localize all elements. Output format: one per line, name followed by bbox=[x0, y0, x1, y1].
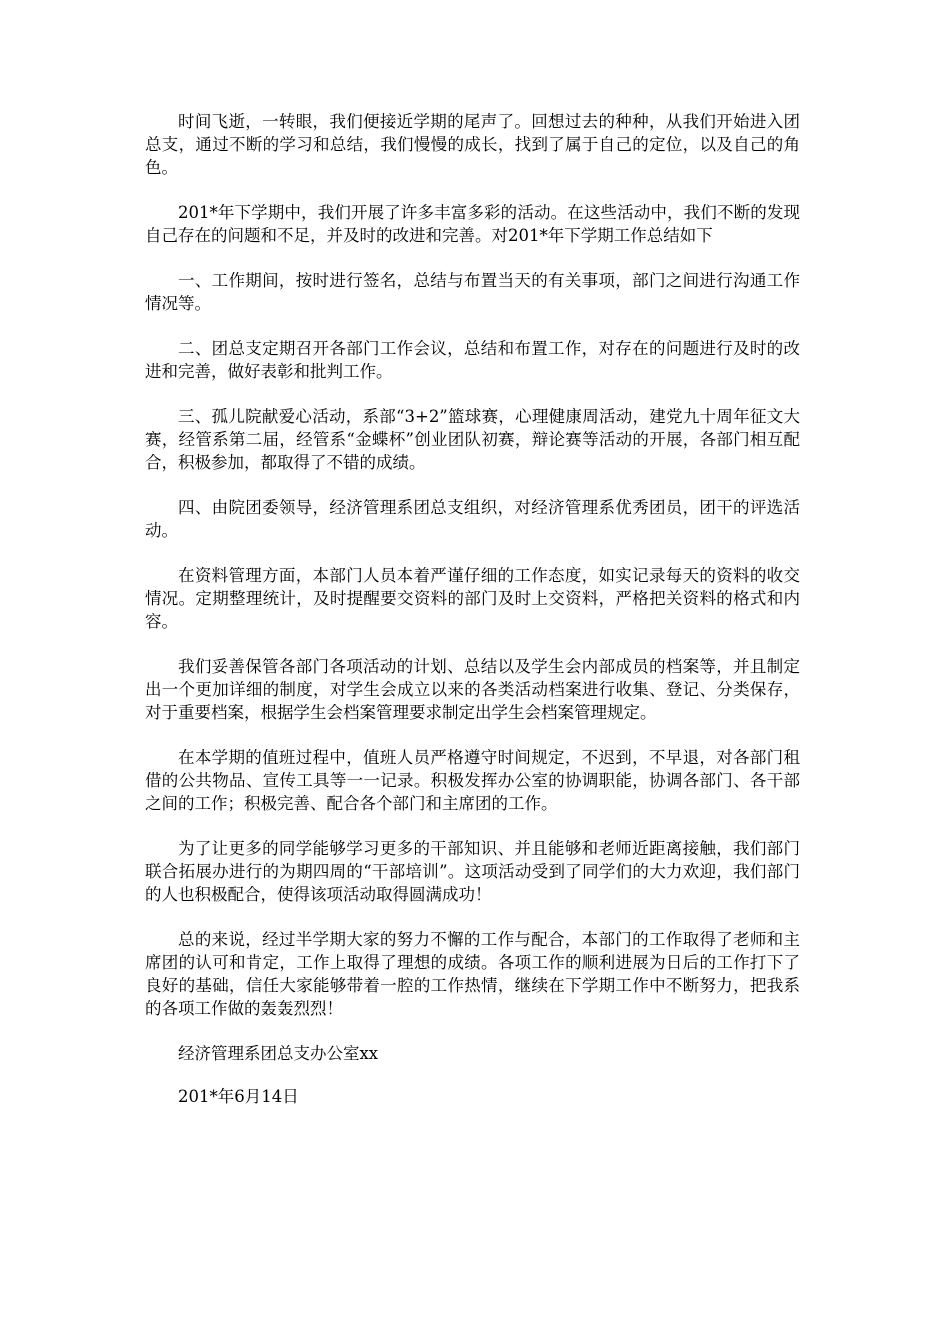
paragraph-training: 为了让更多的同学能够学习更多的干部知识、并且能够和老师近距离接触，我们部门联合拓展办进行的为期四周的“干部培训”。这项活动受到了同学们的大力欢迎，我们部门的人也积极配合，使得该项活动取得圆满成功！ bbox=[145, 839, 800, 904]
paragraph-item-2: 二、团总支定期召开各部门工作会议，总结和布置工作，对存在的问题进行及时的改进和完善，做好表彰和批判工作。 bbox=[145, 339, 800, 381]
paragraph-item-3: 三、孤儿院献爱心活动，系部“3+2”篮球赛，心理健康周活动，建党九十周年征文大赛，经管系第二届，经管系“金蝶杯”创业团队初赛，辩论赛等活动的开展，各部门相互配合，积极参加，都取得了不错的成绩。 bbox=[145, 407, 800, 472]
paragraph-duty: 在本学期的值班过程中，值班人员严格遵守时间规定，不迟到，不早退，对各部门租借的公共物品、宣传工具等一一记录。积极发挥办公室的协调职能，协调各部门、各干部之间的工作；积极完善、配合各个部门和主席团的工作。 bbox=[145, 748, 800, 813]
paragraph-overview: 201*年下学期中，我们开展了许多丰富多彩的活动。在这些活动中，我们不断的发现自己存在的问题和不足，并及时的改进和完善。对201*年下学期工作总结如下 bbox=[145, 203, 800, 245]
paragraph-conclusion: 总的来说，经过半学期大家的努力不懈的工作与配合，本部门的工作取得了老师和主席团的认可和肯定，工作上取得了理想的成绩。各项工作的顺利进展为日后的工作打下了良好的基础，信任大家能够带着一腔的工作热情，继续在下学期工作中不断努力，把我系的各项工作做的轰轰烈烈！ bbox=[145, 930, 800, 1018]
signature: 经济管理系团总支办公室xx bbox=[178, 1044, 379, 1063]
paragraph-archives: 我们妥善保管各部门各项活动的计划、总结以及学生会内部成员的档案等，并且制定出一个更加详细的制度，对学生会成立以来的各类活动档案进行收集、登记、分类保存，对于重要档案，根据学生会档案管理要求制定出学生会档案管理规定。 bbox=[145, 657, 800, 722]
date: 201*年6月14日 bbox=[178, 1087, 299, 1106]
paragraph-intro: 时间飞逝，一转眼，我们便接近学期的尾声了。回想过去的种种，从我们开始进入团总支，通过不断的学习和总结，我们慢慢的成长，找到了属于自己的定位，以及自己的角色。 bbox=[145, 112, 800, 177]
paragraph-records: 在资料管理方面，本部门人员本着严谨仔细的工作态度，如实记录每天的资料的收交情况。定期整理统计，及时提醒要交资料的部门及时上交资料，严格把关资料的格式和内容。 bbox=[145, 566, 800, 631]
paragraph-item-4: 四、由院团委领导，经济管理系团总支组织，对经济管理系优秀团员，团干的评选活动。 bbox=[145, 498, 800, 540]
paragraph-item-1: 一、工作期间，按时进行签名，总结与布置当天的有关事项，部门之间进行沟通工作情况等。 bbox=[145, 271, 800, 313]
document-body bbox=[145, 110, 800, 1128]
